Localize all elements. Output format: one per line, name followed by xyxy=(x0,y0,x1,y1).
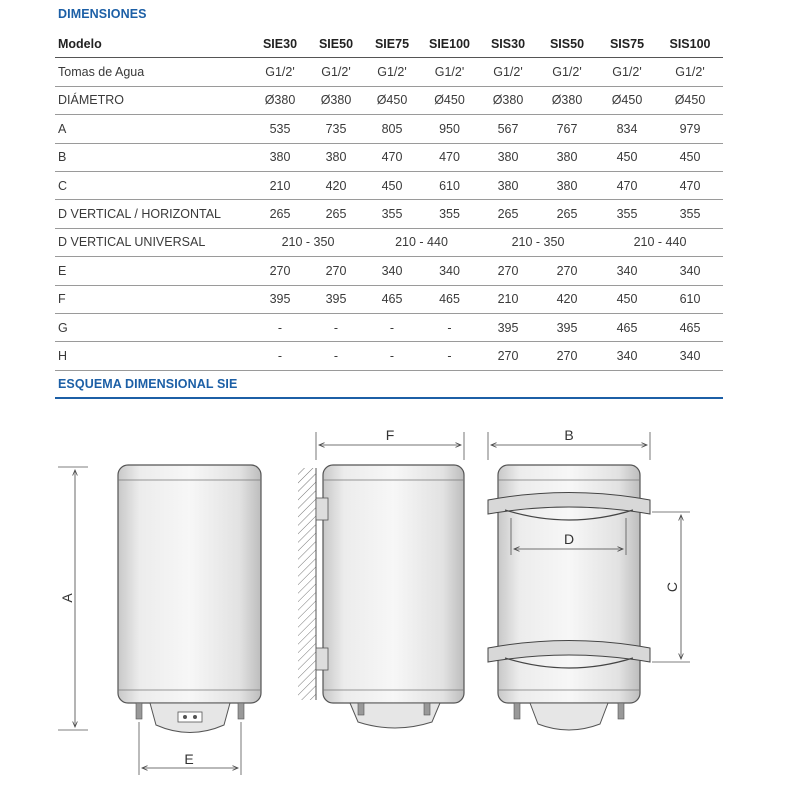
table-cell: - xyxy=(364,313,420,341)
table-cell: 567 xyxy=(479,115,537,143)
table-cell: Ø380 xyxy=(308,86,364,114)
table-cell: 210 xyxy=(479,285,537,313)
table-cell: G1/2' xyxy=(420,58,479,86)
label-f: F xyxy=(385,427,395,443)
table-cell: 340 xyxy=(597,342,657,370)
row-label: F xyxy=(55,285,252,313)
table-cell: 834 xyxy=(597,115,657,143)
schema-rule xyxy=(55,397,723,399)
table-cell: 470 xyxy=(657,171,723,199)
label-c: C xyxy=(664,581,680,593)
model-col: SIS50 xyxy=(537,30,597,58)
table-cell: 450 xyxy=(364,171,420,199)
table-cell: 610 xyxy=(657,285,723,313)
table-cell: 380 xyxy=(308,143,364,171)
table-cell: 465 xyxy=(364,285,420,313)
row-label: H xyxy=(55,342,252,370)
row-label: Tomas de Agua xyxy=(55,58,252,86)
table-cell: Ø450 xyxy=(657,86,723,114)
table-row xyxy=(55,313,723,341)
row-label: D VERTICAL / HORIZONTAL xyxy=(55,200,252,228)
row-label: B xyxy=(55,143,252,171)
table-cell: 470 xyxy=(364,143,420,171)
table-cell: 395 xyxy=(252,285,308,313)
row-label: C xyxy=(55,171,252,199)
table-cell: 270 xyxy=(479,257,537,285)
table-cell: Ø380 xyxy=(252,86,308,114)
table-cell: 465 xyxy=(657,313,723,341)
table-cell: 270 xyxy=(308,257,364,285)
table-cell: 470 xyxy=(597,171,657,199)
table-row xyxy=(55,58,723,86)
table-cell: 395 xyxy=(308,285,364,313)
model-col: SIE75 xyxy=(364,30,420,58)
merged-cell: 210 - 440 xyxy=(364,228,479,256)
table-cell: 465 xyxy=(597,313,657,341)
table-cell: - xyxy=(252,313,308,341)
table-cell: 767 xyxy=(537,115,597,143)
side-view xyxy=(298,432,464,728)
table-row xyxy=(55,115,723,143)
table-cell: 340 xyxy=(657,257,723,285)
table-row xyxy=(55,200,723,228)
table-cell: 805 xyxy=(364,115,420,143)
table-cell: 340 xyxy=(364,257,420,285)
model-col: SIS30 xyxy=(479,30,537,58)
dimensions-table xyxy=(55,30,723,371)
table-cell: 340 xyxy=(597,257,657,285)
table-cell: Ø450 xyxy=(364,86,420,114)
model-col: SIE100 xyxy=(420,30,479,58)
row-label: D VERTICAL UNIVERSAL xyxy=(55,228,252,256)
table-cell: - xyxy=(420,342,479,370)
table-cell: 340 xyxy=(420,257,479,285)
model-col: SIS75 xyxy=(597,30,657,58)
table-cell: 355 xyxy=(597,200,657,228)
table-row xyxy=(55,228,723,256)
table-cell: 535 xyxy=(252,115,308,143)
table-cell: 265 xyxy=(479,200,537,228)
model-col: SIS100 xyxy=(657,30,723,58)
table-cell: 265 xyxy=(308,200,364,228)
table-cell: 979 xyxy=(657,115,723,143)
model-col: SIE50 xyxy=(308,30,364,58)
table-cell: 355 xyxy=(364,200,420,228)
label-e: E xyxy=(184,751,194,767)
label-b: B xyxy=(564,427,574,443)
table-cell: 265 xyxy=(252,200,308,228)
table-cell: Ø380 xyxy=(537,86,597,114)
table-cell: 420 xyxy=(308,171,364,199)
table-cell: 450 xyxy=(597,285,657,313)
table-cell: G1/2' xyxy=(479,58,537,86)
table-cell: - xyxy=(308,313,364,341)
table-row xyxy=(55,86,723,114)
table-cell: 380 xyxy=(479,143,537,171)
front-view xyxy=(58,465,261,775)
table-cell: G1/2' xyxy=(537,58,597,86)
table-cell: - xyxy=(364,342,420,370)
table-cell: 465 xyxy=(420,285,479,313)
table-cell: 210 xyxy=(252,171,308,199)
row-label: G xyxy=(55,313,252,341)
table-cell: Ø450 xyxy=(420,86,479,114)
back-view xyxy=(488,432,690,730)
table-row xyxy=(55,171,723,199)
table-cell: 340 xyxy=(657,342,723,370)
table-cell: 265 xyxy=(537,200,597,228)
table-cell: 380 xyxy=(252,143,308,171)
table-cell: 270 xyxy=(537,342,597,370)
table-cell: - xyxy=(420,313,479,341)
table-row xyxy=(55,257,723,285)
table-cell: 355 xyxy=(657,200,723,228)
table-row xyxy=(55,342,723,370)
table-cell: 420 xyxy=(537,285,597,313)
table-cell: - xyxy=(308,342,364,370)
table-cell: 270 xyxy=(537,257,597,285)
table-cell: 270 xyxy=(252,257,308,285)
table-cell: G1/2' xyxy=(597,58,657,86)
table-cell: 450 xyxy=(657,143,723,171)
table-cell: G1/2' xyxy=(364,58,420,86)
label-d: D xyxy=(563,531,575,547)
label-a: A xyxy=(59,593,75,603)
dimension-diagram xyxy=(0,410,800,800)
table-cell: 395 xyxy=(479,313,537,341)
table-cell: 380 xyxy=(537,143,597,171)
table-cell: Ø450 xyxy=(597,86,657,114)
row-label: A xyxy=(55,115,252,143)
table-cell: 735 xyxy=(308,115,364,143)
table-cell: 950 xyxy=(420,115,479,143)
row-label: E xyxy=(55,257,252,285)
merged-cell: 210 - 350 xyxy=(479,228,597,256)
table-cell: G1/2' xyxy=(657,58,723,86)
table-cell: 395 xyxy=(537,313,597,341)
model-col: SIE30 xyxy=(252,30,308,58)
table-cell: 270 xyxy=(479,342,537,370)
table-cell: 380 xyxy=(479,171,537,199)
model-header: Modelo xyxy=(55,30,252,58)
schema-title: ESQUEMA DIMENSIONAL SIE xyxy=(58,377,238,391)
table-cell: 450 xyxy=(597,143,657,171)
table-cell: - xyxy=(252,342,308,370)
table-cell: 355 xyxy=(420,200,479,228)
table-cell: 470 xyxy=(420,143,479,171)
table-cell: G1/2' xyxy=(308,58,364,86)
dimensions-title: DIMENSIONES xyxy=(58,7,147,21)
table-row xyxy=(55,285,723,313)
table-cell: 380 xyxy=(537,171,597,199)
table-cell: 610 xyxy=(420,171,479,199)
row-label: DIÁMETRO xyxy=(55,86,252,114)
merged-cell: 210 - 440 xyxy=(597,228,723,256)
table-cell: Ø380 xyxy=(479,86,537,114)
merged-cell: 210 - 350 xyxy=(252,228,364,256)
table-cell: G1/2' xyxy=(252,58,308,86)
table-row xyxy=(55,143,723,171)
table-header-row xyxy=(55,30,723,58)
